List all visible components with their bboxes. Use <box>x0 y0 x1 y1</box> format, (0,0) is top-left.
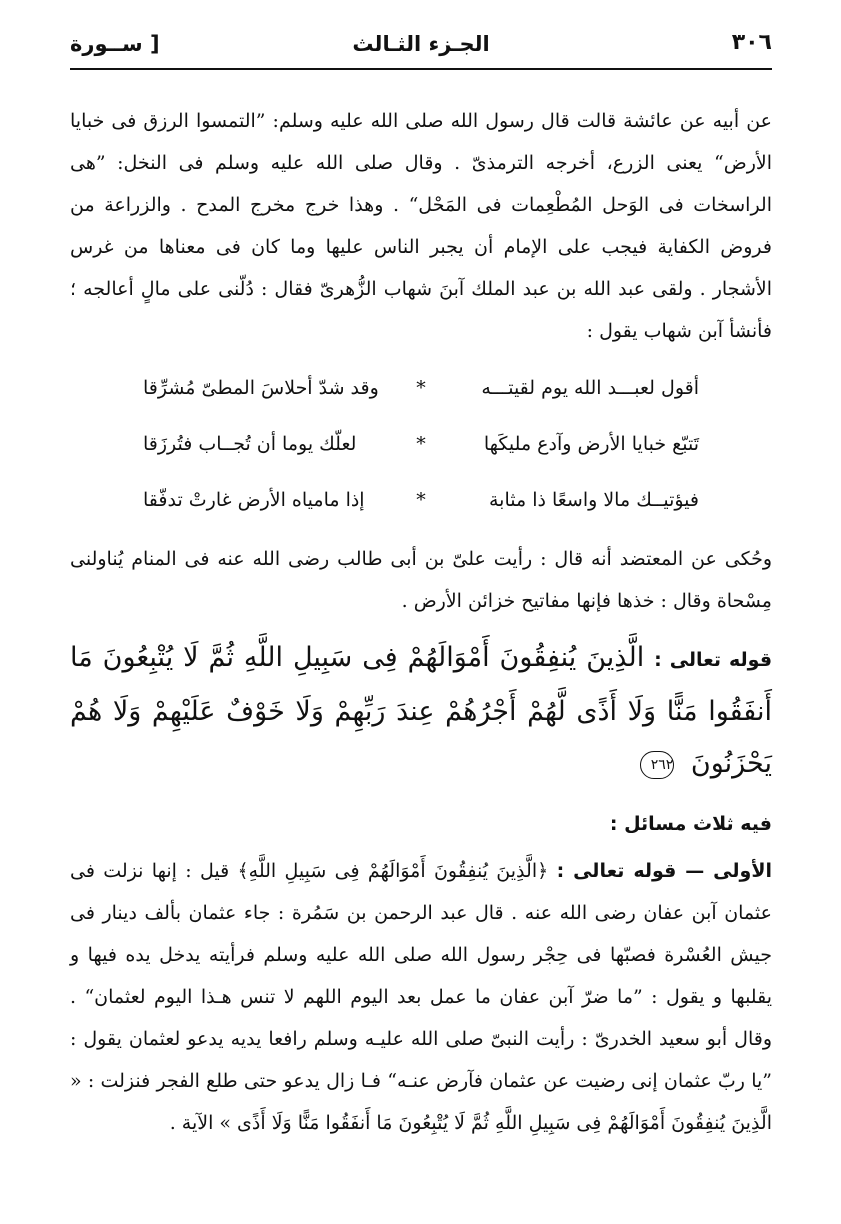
part-title: الجـزء الثـالث <box>352 32 490 56</box>
poem <box>70 360 772 528</box>
poem-separator: * <box>416 433 426 455</box>
poem-separator: * <box>416 489 426 511</box>
poem-second-hemistich: وقد شدّ أحلاسَ المطىّ مُشرِّقا <box>143 377 379 399</box>
issue-text: ﴿الَّذِينَ يُنفِقُونَ أَمْوَالَهُمْ فِى سَبِيلِ اللَّهِ﴾ قيل : إنها نزلت فى عثمان آبن عفان رضى الله عنه . قال عبد الرحمن بن سَمُرة : جاء عثمان بألف دينار فى جيش العُسْرة فصبّها فى حِجْر رسول الله صلى الله عليه وسلم فرأيته يدخل يده فيها و يقلبها و يقول : ”ما ضرّ آبن عفان ما عمل بعد اليوم اللهم لا تنس هـذا اليوم لعثمان“ . وقال أبو سعيد الخدرىّ : رأيت النبىّ صلى الله عليـه وسلم رافعا يديه يدعو لعثمان يقول : ”يا ربّ عثمان إنى رضيت عن عثمان فآرض عنـه“ فـا زال يدعو حتى طلع الفجر فنزلت : « الَّذِينَ يُنفِقُونَ أَمْوَالَهُمْ فِى سَبِيلِ اللَّهِ ثُمَّ لَا يُتْبِعُونَ مَا أَنفَقُوا مَنًّا وَلَا أَذًى » الآية . <box>70 860 772 1134</box>
issue-lead: الأولى — قوله تعالى : <box>556 860 772 882</box>
quran-verse <box>70 632 772 790</box>
issues-heading: فيه ثلاث مسائل : <box>609 813 772 835</box>
paragraph: عن أبيه عن عائشة قالت قال رسول الله صلى الله عليه وسلم: ”التمسوا الرزق فى خبايا الأرض“ يعنى الزرع، أخرجه الترمذىّ . وقال صلى الله عليه وسلم فى النخل: ”هى الراسخات فى الوَحل المُطْعِمات فى المَحْل“ . وهذا خرج مخرج المدح . والزراعة من فروض الكفاية فيجب على الإمام أن يجبر الناس عليها وما كان فى معناها من غرس الأشجار . ولقى عبد الله بن عبد الملك آبنَ شهاب الزُّهرىّ فقال : دُلّنى على مالٍ أعالجه ؛ فأنشأ آبن شهاب يقول : <box>70 110 772 342</box>
poem-first-hemistich: تَتبّع خبايا الأرض وآدع مليكَها <box>483 433 699 455</box>
poem-second-hemistich: لعلّك يوما أن تُجــاب فتُرزَقا <box>143 433 357 455</box>
main-text <box>70 538 772 622</box>
first-issue <box>70 850 772 1144</box>
poem-line <box>70 360 772 416</box>
poem-first-hemistich: أقول لعبـــد الله يوم لقيتـــه <box>481 377 699 399</box>
poem-second-hemistich: إذا مامياه الأرض غارتْ تدفّقا <box>143 489 365 511</box>
poem-first-hemistich: فيؤتيــك مالا واسعًا ذا مثابة <box>488 489 699 511</box>
poem-line <box>70 472 772 528</box>
page-number: ٣٠٦ <box>731 30 772 55</box>
page-header <box>70 28 772 70</box>
poem-line <box>70 416 772 472</box>
verse-text: الَّذِينَ يُنفِقُونَ أَمْوَالَهُمْ فِى سَبِيلِ اللَّهِ ثُمَّ لَا يُتْبِعُونَ مَا أَنفَقُوا مَنًّا وَلَا أَذًى لَّهُمْ أَجْرُهُمْ عِندَ رَبِّهِمْ وَلَا خَوْفٌ عَلَيْهِمْ وَلَا هُمْ يَحْزَنُونَ <box>70 642 772 779</box>
main-text <box>70 100 772 352</box>
verse-intro: قوله تعالى : <box>654 649 773 671</box>
surah-label: [ ســورة <box>70 32 160 56</box>
ayah-number-marker: ٢٦٢ <box>640 751 674 779</box>
poem-separator: * <box>416 377 426 399</box>
paragraph: وحُكى عن المعتضد أنه قال : رأيت علىّ بن أبى طالب رضى الله عنه فى المنام يُناولنى مِسْحاة وقال : خذها فإنها مفاتيح خزائن الأرض . <box>70 548 772 612</box>
book-page <box>70 28 772 1144</box>
